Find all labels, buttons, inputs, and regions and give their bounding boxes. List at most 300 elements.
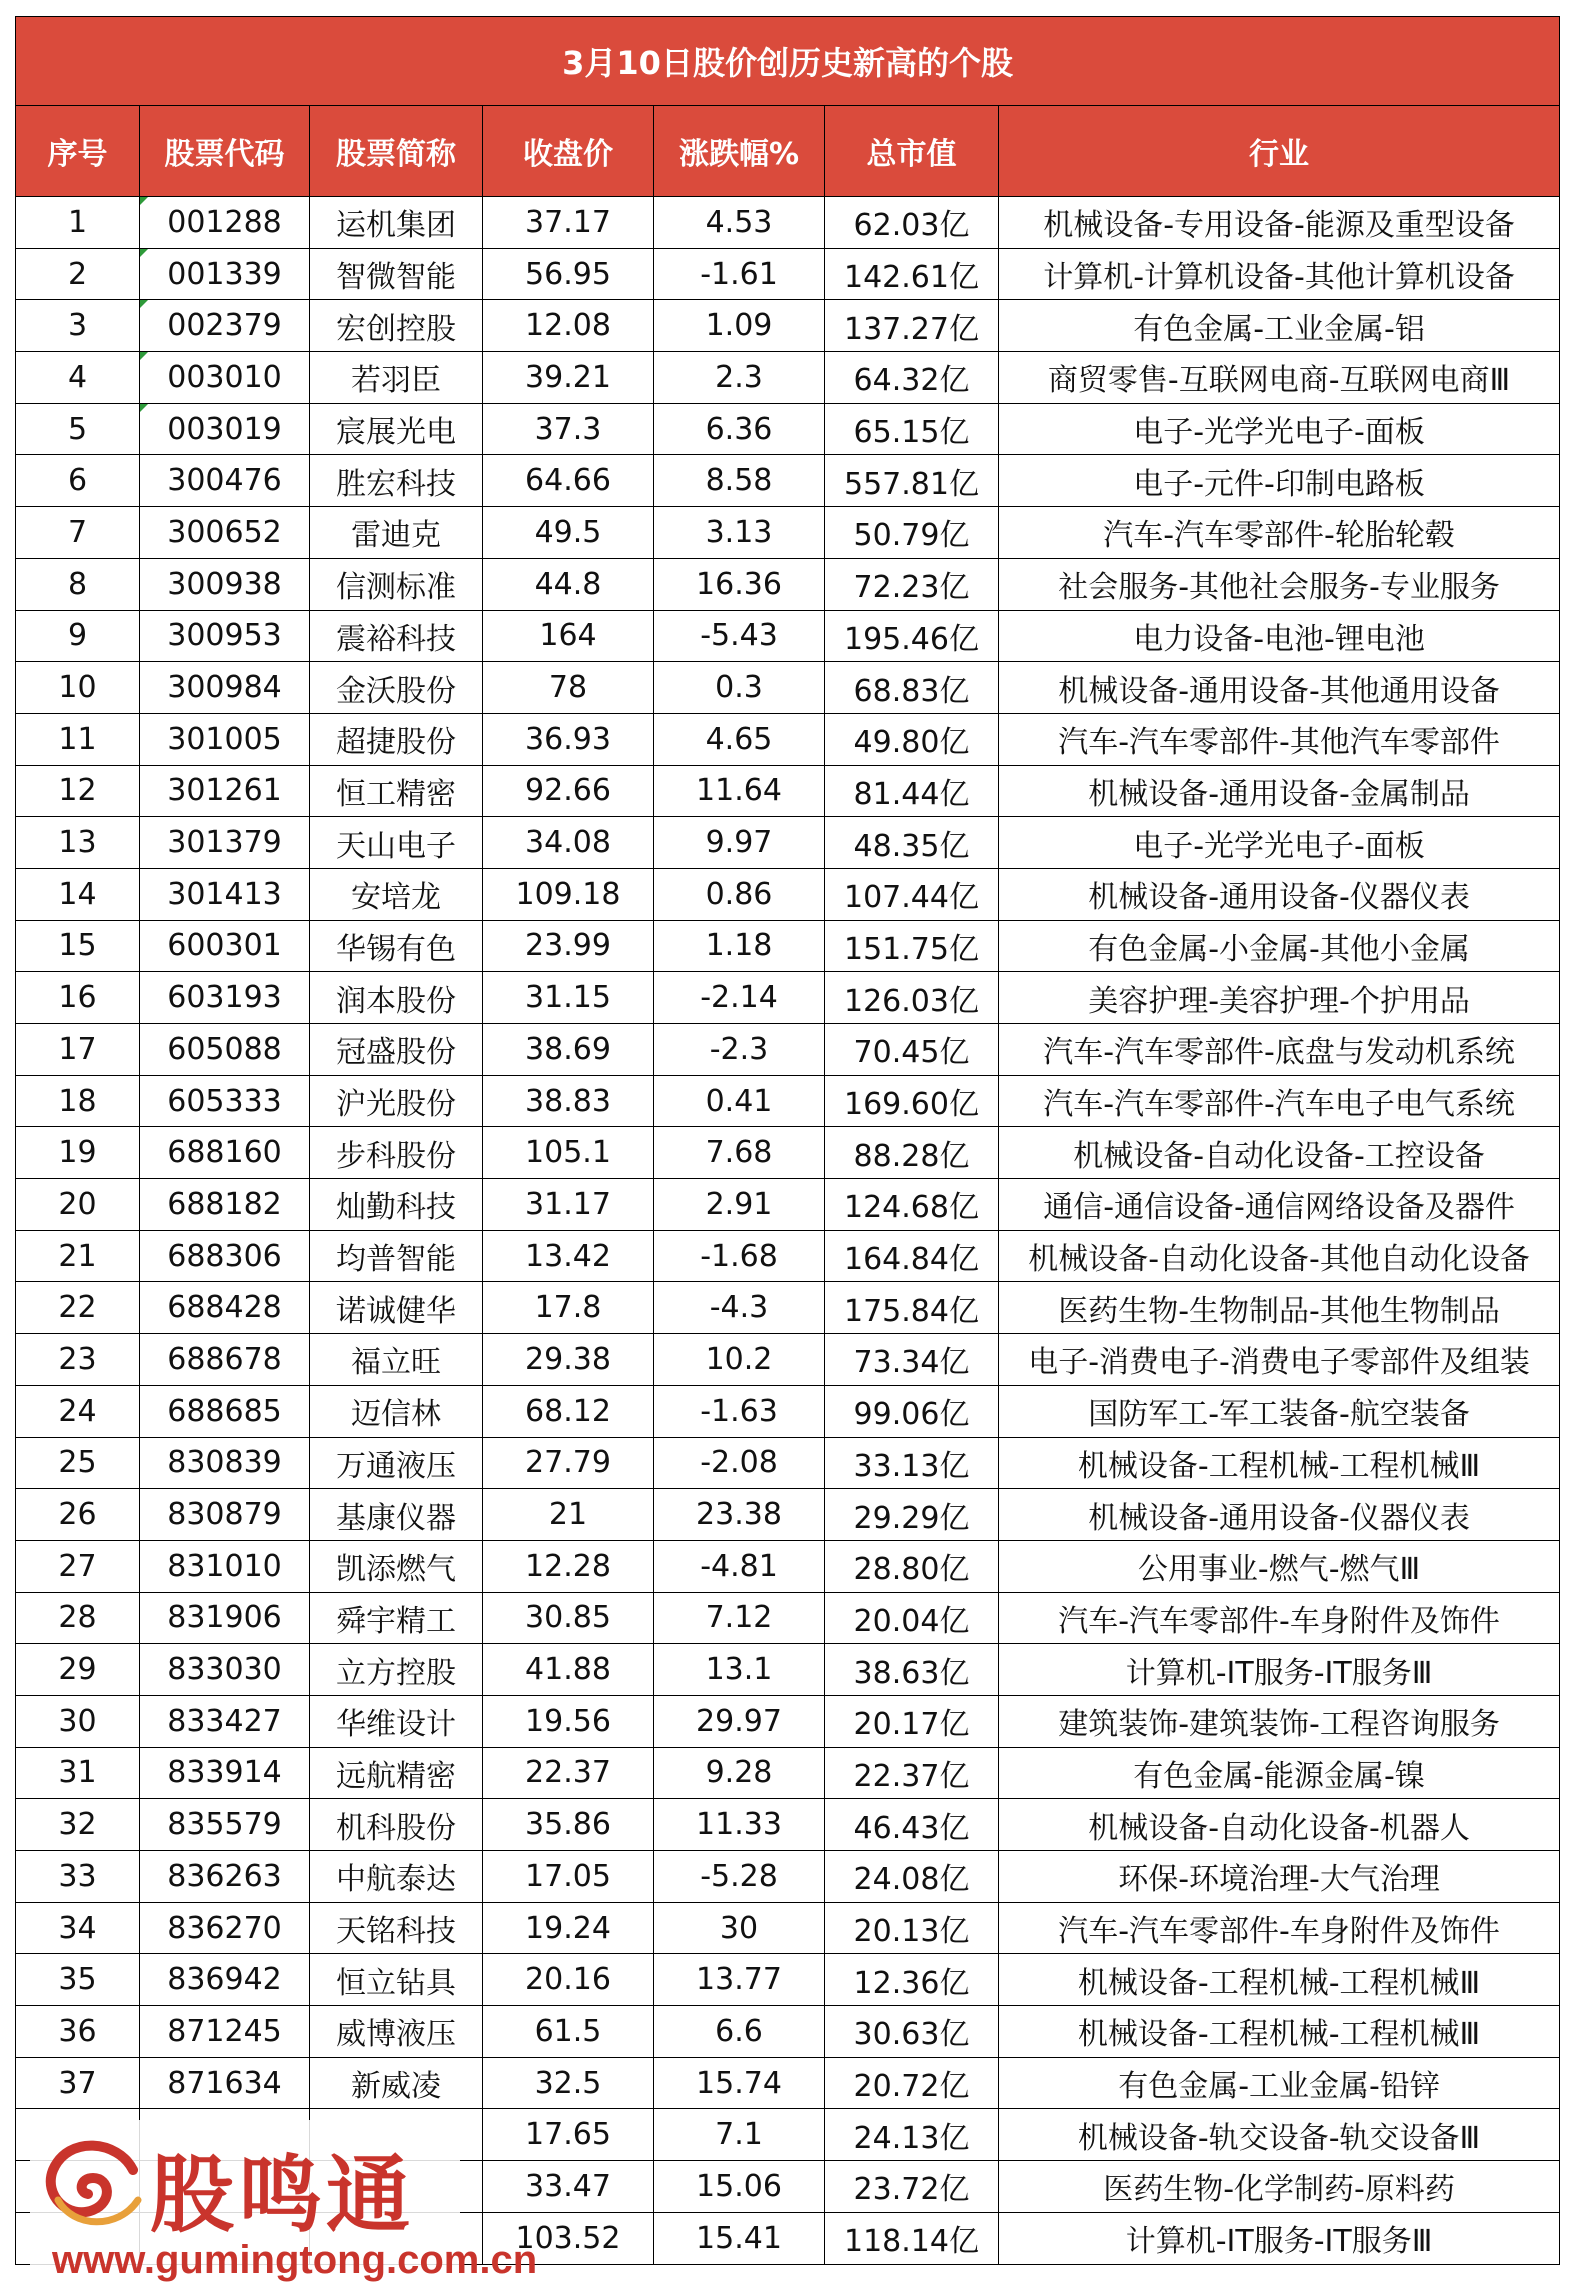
cell-code: 605333 [140, 1075, 310, 1127]
cell-close: 109.18 [483, 868, 654, 920]
cell-change: -1.63 [654, 1385, 825, 1437]
cell-industry: 计算机-IT服务-IT服务Ⅲ [999, 2212, 1560, 2264]
table-row [16, 1799, 1560, 1851]
cell-index: 4 [16, 352, 140, 404]
cell-index: 20 [16, 1179, 140, 1231]
cell-name: 超捷股份 [310, 713, 483, 765]
cell-change: 9.28 [654, 1747, 825, 1799]
cell-close: 13.42 [483, 1230, 654, 1282]
cell-industry: 有色金属-能源金属-镍 [999, 1747, 1560, 1799]
cell-name: 灿勤科技 [310, 1179, 483, 1231]
cell-industry: 计算机-计算机设备-其他计算机设备 [999, 248, 1560, 300]
cell-change: 15.74 [654, 2057, 825, 2109]
watermark-url: www.gumingtong.com.cn [52, 2238, 538, 2282]
table-row [16, 920, 1560, 972]
cell-marker-icon [140, 249, 148, 257]
cell-code: 830879 [140, 1489, 310, 1541]
cell-index: 5 [16, 403, 140, 455]
cell-name: 威博液压 [310, 2006, 483, 2058]
cell-change: 30 [654, 1902, 825, 1954]
cell-code: 688428 [140, 1282, 310, 1334]
cell-index: 22 [16, 1282, 140, 1334]
cell-change: 2.3 [654, 352, 825, 404]
cell-market-cap: 50.79亿 [825, 507, 999, 559]
cell-name: 若羽臣 [310, 352, 483, 404]
table-row [16, 1954, 1560, 2006]
cell-close: 33.47 [483, 2161, 654, 2213]
cell-code: 605088 [140, 1024, 310, 1076]
cell-change: 11.64 [654, 765, 825, 817]
cell-industry: 汽车-汽车零部件-底盘与发动机系统 [999, 1024, 1560, 1076]
table-title-row [16, 17, 1560, 106]
cell-name: 运机集团 [310, 197, 483, 249]
table-row [16, 1851, 1560, 1903]
cell-close: 105.1 [483, 1127, 654, 1179]
cell-market-cap: 88.28亿 [825, 1127, 999, 1179]
cell-code: 301379 [140, 817, 310, 869]
cell-close: 92.66 [483, 765, 654, 817]
cell-industry: 有色金属-工业金属-铝 [999, 300, 1560, 352]
cell-close: 38.83 [483, 1075, 654, 1127]
cell-change: -5.28 [654, 1851, 825, 1903]
cell-change: 15.41 [654, 2212, 825, 2264]
cell-index: 21 [16, 1230, 140, 1282]
cell-market-cap: 70.45亿 [825, 1024, 999, 1076]
cell-code-text: 003019 [167, 411, 282, 447]
table-row [16, 300, 1560, 352]
cell-name: 机科股份 [310, 1799, 483, 1851]
cell-close: 29.38 [483, 1334, 654, 1386]
cell-close: 61.5 [483, 2006, 654, 2058]
cell-code [140, 248, 310, 300]
cell-change: 2.91 [654, 1179, 825, 1231]
cell-industry: 建筑装饰-建筑装饰-工程咨询服务 [999, 1695, 1560, 1747]
cell-index: 26 [16, 1489, 140, 1541]
cell-change: 23.38 [654, 1489, 825, 1541]
cell-index: 19 [16, 1127, 140, 1179]
cell-industry: 机械设备-轨交设备-轨交设备Ⅲ [999, 2109, 1560, 2161]
table-row [16, 1644, 1560, 1696]
cell-close: 41.88 [483, 1644, 654, 1696]
cell-index: 18 [16, 1075, 140, 1127]
table-row [16, 403, 1560, 455]
cell-name: 震裕科技 [310, 610, 483, 662]
table-row [16, 1385, 1560, 1437]
cell-code-text: 001339 [167, 256, 282, 292]
cell-name: 金沃股份 [310, 662, 483, 714]
cell-code: 688160 [140, 1127, 310, 1179]
cell-index: 33 [16, 1851, 140, 1903]
cell-close: 22.37 [483, 1747, 654, 1799]
cell-industry: 机械设备-通用设备-仪器仪表 [999, 868, 1560, 920]
cell-code: 836270 [140, 1902, 310, 1954]
table-row [16, 2057, 1560, 2109]
cell-name: 天山电子 [310, 817, 483, 869]
cell-market-cap: 48.35亿 [825, 817, 999, 869]
cell-index: 28 [16, 1592, 140, 1644]
cell-code: 830839 [140, 1437, 310, 1489]
cell-market-cap: 151.75亿 [825, 920, 999, 972]
table-row [16, 610, 1560, 662]
column-header: 行业 [999, 106, 1560, 197]
cell-marker-icon [140, 197, 148, 205]
cell-market-cap: 49.80亿 [825, 713, 999, 765]
cell-market-cap: 22.37亿 [825, 1747, 999, 1799]
cell-close: 64.66 [483, 455, 654, 507]
cell-index: 8 [16, 558, 140, 610]
cell-market-cap: 169.60亿 [825, 1075, 999, 1127]
cell-market-cap: 175.84亿 [825, 1282, 999, 1334]
cell-name: 恒立钻具 [310, 1954, 483, 2006]
cell-code-text: 002379 [167, 308, 282, 344]
cell-index: 37 [16, 2057, 140, 2109]
cell-name: 润本股份 [310, 972, 483, 1024]
cell-market-cap: 65.15亿 [825, 403, 999, 455]
cell-market-cap: 38.63亿 [825, 1644, 999, 1696]
cell-index: 1 [16, 197, 140, 249]
cell-index: 3 [16, 300, 140, 352]
cell-change: 7.12 [654, 1592, 825, 1644]
watermark-brand: 股鸣通 [150, 2145, 415, 2244]
cell-code: 301261 [140, 765, 310, 817]
table-row [16, 713, 1560, 765]
cell-industry: 商贸零售-互联网电商-互联网电商Ⅲ [999, 352, 1560, 404]
cell-index: 12 [16, 765, 140, 817]
cell-change: -1.61 [654, 248, 825, 300]
cell-change: 0.3 [654, 662, 825, 714]
cell-close: 19.56 [483, 1695, 654, 1747]
cell-name: 舜宇精工 [310, 1592, 483, 1644]
cell-code: 301005 [140, 713, 310, 765]
cell-market-cap: 29.29亿 [825, 1489, 999, 1541]
cell-close: 39.21 [483, 352, 654, 404]
cell-name: 智微智能 [310, 248, 483, 300]
table-row [16, 248, 1560, 300]
cell-close: 103.52 [483, 2212, 654, 2264]
cell-close: 19.24 [483, 1902, 654, 1954]
cell-market-cap: 28.80亿 [825, 1540, 999, 1592]
cell-industry: 汽车-汽车零部件-汽车电子电气系统 [999, 1075, 1560, 1127]
cell-code-text: 001288 [167, 204, 282, 240]
cell-industry: 汽车-汽车零部件-轮胎轮毂 [999, 507, 1560, 559]
cell-close: 23.99 [483, 920, 654, 972]
cell-industry: 电子-消费电子-消费电子零部件及组装 [999, 1334, 1560, 1386]
cell-industry: 计算机-IT服务-IT服务Ⅲ [999, 1644, 1560, 1696]
cell-change: 13.1 [654, 1644, 825, 1696]
column-header: 股票简称 [310, 106, 483, 197]
cell-name: 远航精密 [310, 1747, 483, 1799]
table-row [16, 1334, 1560, 1386]
table-row [16, 868, 1560, 920]
cell-code: 300652 [140, 507, 310, 559]
cell-code: 871245 [140, 2006, 310, 2058]
cell-industry: 机械设备-自动化设备-机器人 [999, 1799, 1560, 1851]
cell-index: 14 [16, 868, 140, 920]
table-row [16, 662, 1560, 714]
cell-index: 29 [16, 1644, 140, 1696]
cell-close: 35.86 [483, 1799, 654, 1851]
cell-index: 25 [16, 1437, 140, 1489]
cell-industry: 汽车-汽车零部件-车身附件及饰件 [999, 1592, 1560, 1644]
cell-index: 30 [16, 1695, 140, 1747]
cell-market-cap: 124.68亿 [825, 1179, 999, 1231]
cell-change: 4.65 [654, 713, 825, 765]
cell-name: 立方控股 [310, 1644, 483, 1696]
cell-market-cap: 12.36亿 [825, 1954, 999, 2006]
column-header: 收盘价 [483, 106, 654, 197]
cell-change: 4.53 [654, 197, 825, 249]
cell-change: 1.09 [654, 300, 825, 352]
cell-industry: 国防军工-军工装备-航空装备 [999, 1385, 1560, 1437]
cell-code: 300984 [140, 662, 310, 714]
cell-name: 凯添燃气 [310, 1540, 483, 1592]
cell-code: 688678 [140, 1334, 310, 1386]
cell-industry: 医药生物-化学制药-原料药 [999, 2161, 1560, 2213]
cell-close: 17.05 [483, 1851, 654, 1903]
cell-change: 13.77 [654, 1954, 825, 2006]
cell-code [140, 300, 310, 352]
cell-close: 34.08 [483, 817, 654, 869]
table-row [16, 352, 1560, 404]
cell-name: 基康仪器 [310, 1489, 483, 1541]
cell-industry: 美容护理-美容护理-个护用品 [999, 972, 1560, 1024]
table-row [16, 817, 1560, 869]
cell-industry: 汽车-汽车零部件-车身附件及饰件 [999, 1902, 1560, 1954]
cell-name: 天铭科技 [310, 1902, 483, 1954]
cell-market-cap: 81.44亿 [825, 765, 999, 817]
cell-close: 68.12 [483, 1385, 654, 1437]
table-row [16, 1179, 1560, 1231]
cell-industry: 机械设备-通用设备-金属制品 [999, 765, 1560, 817]
table-row [16, 1902, 1560, 1954]
cell-change: -4.81 [654, 1540, 825, 1592]
cell-index: 32 [16, 1799, 140, 1851]
cell-close: 20.16 [483, 1954, 654, 2006]
table-title: 3月10日股价创历史新高的个股 [16, 17, 1560, 106]
cell-code: 688182 [140, 1179, 310, 1231]
table-row [16, 1747, 1560, 1799]
cell-code: 835579 [140, 1799, 310, 1851]
cell-industry: 医药生物-生物制品-其他生物制品 [999, 1282, 1560, 1334]
cell-change: 16.36 [654, 558, 825, 610]
cell-change: -1.68 [654, 1230, 825, 1282]
cell-close: 31.17 [483, 1179, 654, 1231]
cell-index: 11 [16, 713, 140, 765]
cell-market-cap: 20.04亿 [825, 1592, 999, 1644]
table-row [16, 1437, 1560, 1489]
cell-index: 34 [16, 1902, 140, 1954]
cell-index: 35 [16, 1954, 140, 2006]
cell-change: -4.3 [654, 1282, 825, 1334]
cell-market-cap: 72.23亿 [825, 558, 999, 610]
cell-index: 23 [16, 1334, 140, 1386]
cell-change: -2.08 [654, 1437, 825, 1489]
cell-industry: 机械设备-自动化设备-工控设备 [999, 1127, 1560, 1179]
cell-market-cap: 62.03亿 [825, 197, 999, 249]
cell-index: 15 [16, 920, 140, 972]
cell-name: 雷迪克 [310, 507, 483, 559]
cell-close: 49.5 [483, 507, 654, 559]
cell-market-cap: 107.44亿 [825, 868, 999, 920]
cell-code: 301413 [140, 868, 310, 920]
cell-code: 831010 [140, 1540, 310, 1592]
cell-market-cap: 137.27亿 [825, 300, 999, 352]
cell-industry: 有色金属-小金属-其他小金属 [999, 920, 1560, 972]
cell-close: 78 [483, 662, 654, 714]
table-row [16, 972, 1560, 1024]
cell-close: 37.3 [483, 403, 654, 455]
cell-close: 30.85 [483, 1592, 654, 1644]
cell-industry: 公用事业-燃气-燃气Ⅲ [999, 1540, 1560, 1592]
cell-change: 7.68 [654, 1127, 825, 1179]
cell-code: 600301 [140, 920, 310, 972]
cell-index: 16 [16, 972, 140, 1024]
cell-name: 新威凌 [310, 2057, 483, 2109]
cell-code: 833030 [140, 1644, 310, 1696]
table-row [16, 1540, 1560, 1592]
table-row [16, 1592, 1560, 1644]
cell-change: 10.2 [654, 1334, 825, 1386]
table-row [16, 2006, 1560, 2058]
table-row [16, 1282, 1560, 1334]
cell-code: 603193 [140, 972, 310, 1024]
cell-market-cap: 33.13亿 [825, 1437, 999, 1489]
stock-table [15, 16, 1560, 2265]
cell-index: 31 [16, 1747, 140, 1799]
cell-index: 27 [16, 1540, 140, 1592]
cell-name: 中航泰达 [310, 1851, 483, 1903]
cell-close: 44.8 [483, 558, 654, 610]
cell-change: -2.14 [654, 972, 825, 1024]
cell-name: 华维设计 [310, 1695, 483, 1747]
cell-close: 12.28 [483, 1540, 654, 1592]
cell-industry: 电子-光学光电子-面板 [999, 817, 1560, 869]
cell-market-cap: 68.83亿 [825, 662, 999, 714]
cell-change: 6.36 [654, 403, 825, 455]
cell-code [140, 197, 310, 249]
cell-index: 6 [16, 455, 140, 507]
table-row [16, 1024, 1560, 1076]
cell-code: 300476 [140, 455, 310, 507]
cell-close: 17.8 [483, 1282, 654, 1334]
cell-index: 9 [16, 610, 140, 662]
cell-close: 36.93 [483, 713, 654, 765]
cell-name: 步科股份 [310, 1127, 483, 1179]
cell-market-cap: 73.34亿 [825, 1334, 999, 1386]
cell-market-cap: 142.61亿 [825, 248, 999, 300]
table-row [16, 1695, 1560, 1747]
cell-name: 恒工精密 [310, 765, 483, 817]
cell-marker-icon [140, 404, 148, 412]
cell-index: 10 [16, 662, 140, 714]
column-header: 股票代码 [140, 106, 310, 197]
table-row [16, 455, 1560, 507]
cell-code: 833427 [140, 1695, 310, 1747]
cell-industry: 通信-通信设备-通信网络设备及器件 [999, 1179, 1560, 1231]
cell-market-cap: 557.81亿 [825, 455, 999, 507]
cell-change: 7.1 [654, 2109, 825, 2161]
watermark-logo [30, 2120, 538, 2290]
cell-market-cap: 64.32亿 [825, 352, 999, 404]
cell-close: 12.08 [483, 300, 654, 352]
table-row [16, 1230, 1560, 1282]
cell-code: 871634 [140, 2057, 310, 2109]
cell-market-cap: 23.72亿 [825, 2161, 999, 2213]
cell-code: 836942 [140, 1954, 310, 2006]
cell-change: 1.18 [654, 920, 825, 972]
cell-market-cap: 46.43亿 [825, 1799, 999, 1851]
cell-industry: 电力设备-电池-锂电池 [999, 610, 1560, 662]
cell-code: 688685 [140, 1385, 310, 1437]
cell-market-cap: 195.46亿 [825, 610, 999, 662]
cell-industry: 有色金属-工业金属-铅锌 [999, 2057, 1560, 2109]
cell-close: 164 [483, 610, 654, 662]
cell-name: 安培龙 [310, 868, 483, 920]
cell-code: 833914 [140, 1747, 310, 1799]
cell-close: 27.79 [483, 1437, 654, 1489]
cell-code: 831906 [140, 1592, 310, 1644]
cell-industry: 机械设备-工程机械-工程机械Ⅲ [999, 2006, 1560, 2058]
cell-name: 华锡有色 [310, 920, 483, 972]
cell-name: 宸展光电 [310, 403, 483, 455]
cell-close: 32.5 [483, 2057, 654, 2109]
table-row [16, 1489, 1560, 1541]
cell-change: 0.86 [654, 868, 825, 920]
cell-close: 56.95 [483, 248, 654, 300]
cell-change: 11.33 [654, 1799, 825, 1851]
cell-name: 沪光股份 [310, 1075, 483, 1127]
cell-market-cap: 24.13亿 [825, 2109, 999, 2161]
cell-index: 36 [16, 2006, 140, 2058]
cell-industry: 机械设备-自动化设备-其他自动化设备 [999, 1230, 1560, 1282]
cell-name: 万通液压 [310, 1437, 483, 1489]
cell-market-cap: 99.06亿 [825, 1385, 999, 1437]
cell-index: 2 [16, 248, 140, 300]
cell-code: 300953 [140, 610, 310, 662]
column-header: 总市值 [825, 106, 999, 197]
cell-change: 29.97 [654, 1695, 825, 1747]
cell-industry: 环保-环境治理-大气治理 [999, 1851, 1560, 1903]
column-header: 涨跌幅% [654, 106, 825, 197]
cell-close: 31.15 [483, 972, 654, 1024]
cell-market-cap: 20.17亿 [825, 1695, 999, 1747]
cell-code-text: 003010 [167, 359, 282, 395]
cell-market-cap: 30.63亿 [825, 2006, 999, 2058]
cell-name: 均普智能 [310, 1230, 483, 1282]
cell-close: 21 [483, 1489, 654, 1541]
cell-name: 冠盛股份 [310, 1024, 483, 1076]
cell-code: 688306 [140, 1230, 310, 1282]
cell-marker-icon [140, 352, 148, 360]
cell-market-cap: 20.72亿 [825, 2057, 999, 2109]
cell-industry: 机械设备-工程机械-工程机械Ⅲ [999, 1437, 1560, 1489]
swirl-logo-icon [38, 2130, 148, 2240]
cell-index: 7 [16, 507, 140, 559]
cell-industry: 电子-元件-印制电路板 [999, 455, 1560, 507]
stock-table-sheet [15, 16, 1559, 2265]
cell-industry: 汽车-汽车零部件-其他汽车零部件 [999, 713, 1560, 765]
cell-industry: 社会服务-其他社会服务-专业服务 [999, 558, 1560, 610]
cell-name: 宏创控股 [310, 300, 483, 352]
cell-close: 37.17 [483, 197, 654, 249]
cell-change: -5.43 [654, 610, 825, 662]
cell-name: 福立旺 [310, 1334, 483, 1386]
cell-name: 胜宏科技 [310, 455, 483, 507]
cell-index: 17 [16, 1024, 140, 1076]
cell-market-cap: 20.13亿 [825, 1902, 999, 1954]
cell-code: 836263 [140, 1851, 310, 1903]
column-header: 序号 [16, 106, 140, 197]
